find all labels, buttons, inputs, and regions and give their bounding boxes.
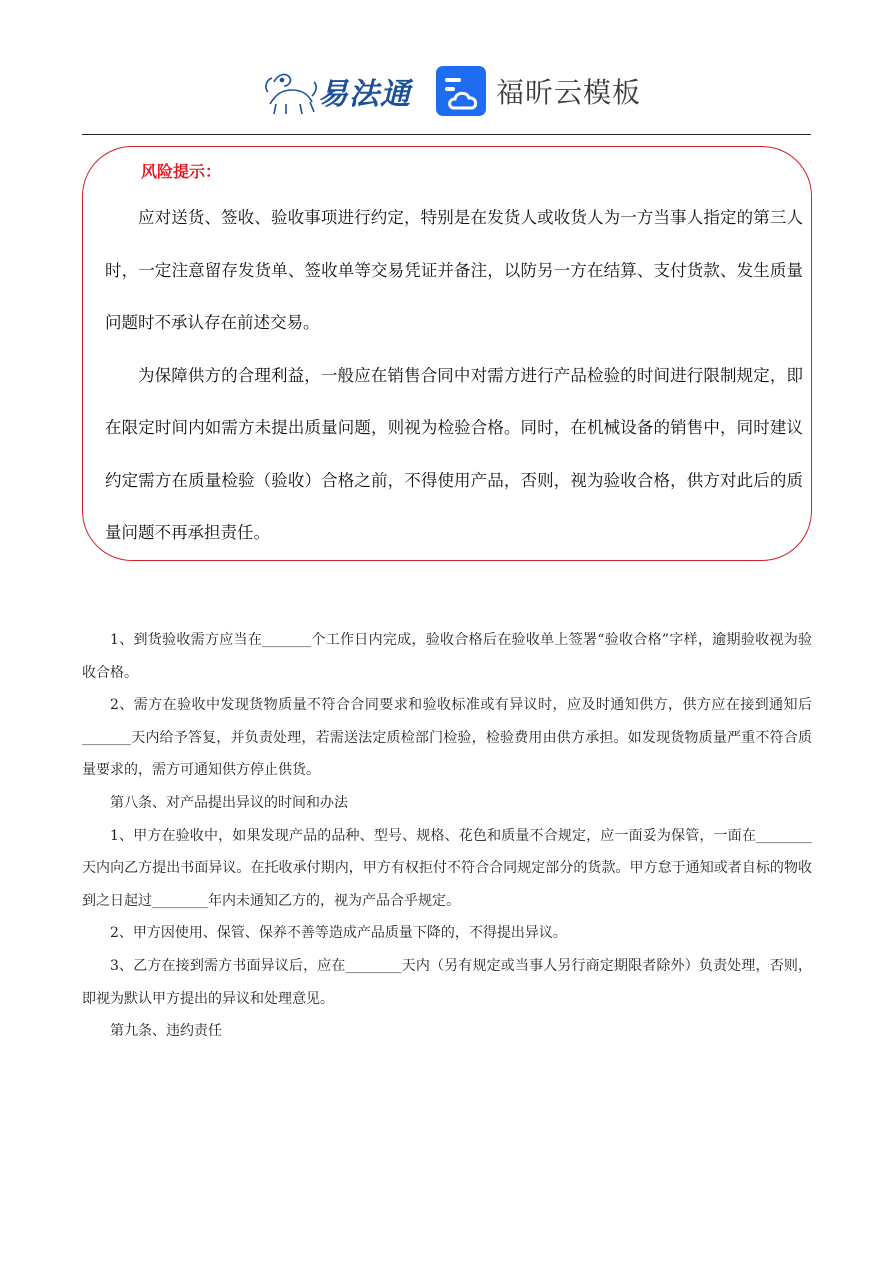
yifatong-logo-text: 易法通	[318, 77, 411, 112]
contract-paragraph: 3、乙方在接到需方书面异议后，应在________天内（另有规定或当事人另行商定期限者除外）负责处理，否则，即视为默认甲方提出的异议和处理意见。	[82, 957, 812, 1007]
page-header	[0, 56, 893, 126]
foxit-cloud-template-text: 福昕云模板	[496, 76, 642, 109]
risk-paragraph: 为保障供方的合理利益，一般应在销售合同中对需方进行产品检验的时间进行限制规定，即在限定时间内如需方未提出质量问题，则视为检验合格。同时，在机械设备的销售中，同时建议约定需方在质量检验（验收）合格之前，不得使用产品，否则，视为验收合格，供方对此后的质量问题不再承担责任。	[105, 365, 803, 542]
foxit-cloud-template-icon	[436, 66, 486, 116]
contract-paragraph: 2、需方在验收中发现货物质量不符合合同要求和验收标准或有异议时，应及时通知供方，供方应在接到通知后_______天内给予答复，并负责处理，若需送法定质检部门检验，检验费用由供方承担。如发现货物质量严重不符合质量要求的，需方可通知供方停止供货。	[82, 697, 812, 779]
risk-warning-body	[105, 192, 803, 560]
header-divider	[82, 134, 811, 135]
risk-warning-box	[82, 146, 812, 561]
contract-body	[82, 624, 812, 1048]
section-heading: 第八条、对产品提出异议的时间和办法	[110, 794, 348, 811]
contract-paragraph: 1、甲方在验收中，如果发现产品的品种、型号、规格、花色和质量不合规定，应一面妥为保管，一面在________天内向乙方提出书面异议。在托收承付期内，甲方有权拒付不符合合同规定部分的货款。甲方怠于通知或者自标的物收到之日起过________年内未通知乙方的，视为产品合乎规定。	[82, 827, 812, 909]
contract-paragraph: 2、甲方因使用、保管、保养不善等造成产品质量下降的，不得提出异议。	[110, 925, 567, 942]
risk-warning-title: 风险提示：	[141, 162, 222, 181]
section-heading: 第九条、违约责任	[110, 1023, 222, 1040]
risk-paragraph: 应对送货、签收、验收事项进行约定，特别是在发货人或收货人为一方当事人指定的第三人时，一定注意留存发货单、签收单等交易凭证并备注，以防另一方在结算、支付货款、发生质量问题时不承认存在前述交易。	[105, 208, 803, 332]
contract-paragraph: 1、到货验收需方应当在_______个工作日内完成，验收合格后在验收单上签署“验收合格”字样，逾期验收视为验收合格。	[82, 632, 812, 681]
